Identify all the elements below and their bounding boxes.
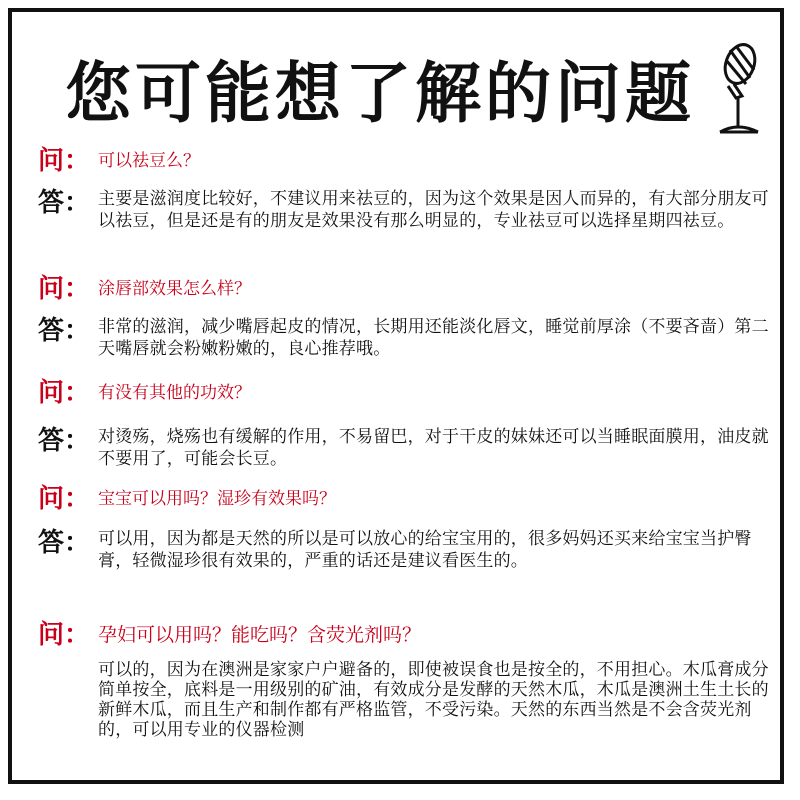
question-text: 可以祛豆么？	[98, 151, 200, 171]
answer-row-4	[38, 528, 778, 572]
question-row-2	[38, 274, 778, 304]
answer-row-3	[38, 426, 778, 470]
question-text: 孕妇可以用吗？能吃吗？含荧光剂吗？	[98, 624, 422, 646]
question-label: 问：	[38, 274, 91, 304]
answer-label: 答：	[38, 188, 91, 218]
question-label: 问：	[38, 620, 91, 650]
answer-row-2	[38, 316, 778, 360]
answer-label: 答：	[38, 426, 91, 456]
question-label: 问：	[38, 484, 91, 514]
question-label: 问：	[38, 146, 91, 176]
question-row-5	[38, 620, 778, 650]
answer-text: 非常的滋润，减少嘴唇起皮的情况，长期用还能淡化唇文，睡觉前厚涂（不要吝啬）第二天嘴唇就会粉嫩粉嫩的，良心推荐哦。	[98, 317, 769, 359]
answer-row-1	[38, 188, 778, 232]
microphone-icon	[706, 40, 772, 140]
answer-text: 可以的，因为在澳洲是家家户户避备的，即使被误食也是按全的，不用担心。木瓜膏成分简单按全，底料是一用级别的矿油，有效成分是发酵的天然木瓜，木瓜是澳洲土生土长的新鲜木瓜，而且生产和制作都有严格监管，不受污染。天然的东西当然是不会含荧光剂的，可以用专业的仪器检测	[98, 660, 769, 740]
question-text: 有没有其他的功效？	[98, 383, 251, 403]
page-title: 您可能想了解的问题	[65, 54, 695, 132]
question-label: 问：	[38, 378, 91, 408]
answer-text: 对烫殇，烧殇也有缓解的作用，不易留巴，对于干皮的妹妹还可以当睡眠面膜用，油皮就不要用了，可能会长豆。	[98, 427, 769, 469]
answer-label: 答：	[38, 316, 91, 346]
answer-label: 答：	[38, 528, 91, 558]
answer-row-5	[38, 660, 778, 740]
question-row-1	[38, 146, 778, 176]
question-row-3	[38, 378, 778, 408]
answer-text: 可以用，因为都是天然的所以是可以放心的给宝宝用的，很多妈妈还买来给宝宝当护臀膏，轻微湿珍很有效果的，严重的话还是建议看医生的。	[98, 529, 752, 571]
question-row-4	[38, 484, 778, 514]
question-text: 宝宝可以用吗？湿珍有效果吗？	[98, 489, 336, 509]
answer-text: 主要是滋润度比较好，不建议用来祛豆的，因为这个效果是因人而异的，有大部分朋友可以祛豆，但是还是有的朋友是效果没有那么明显的，专业祛豆可以选择星期四祛豆。	[98, 189, 769, 231]
question-text: 涂唇部效果怎么样？	[98, 279, 251, 299]
